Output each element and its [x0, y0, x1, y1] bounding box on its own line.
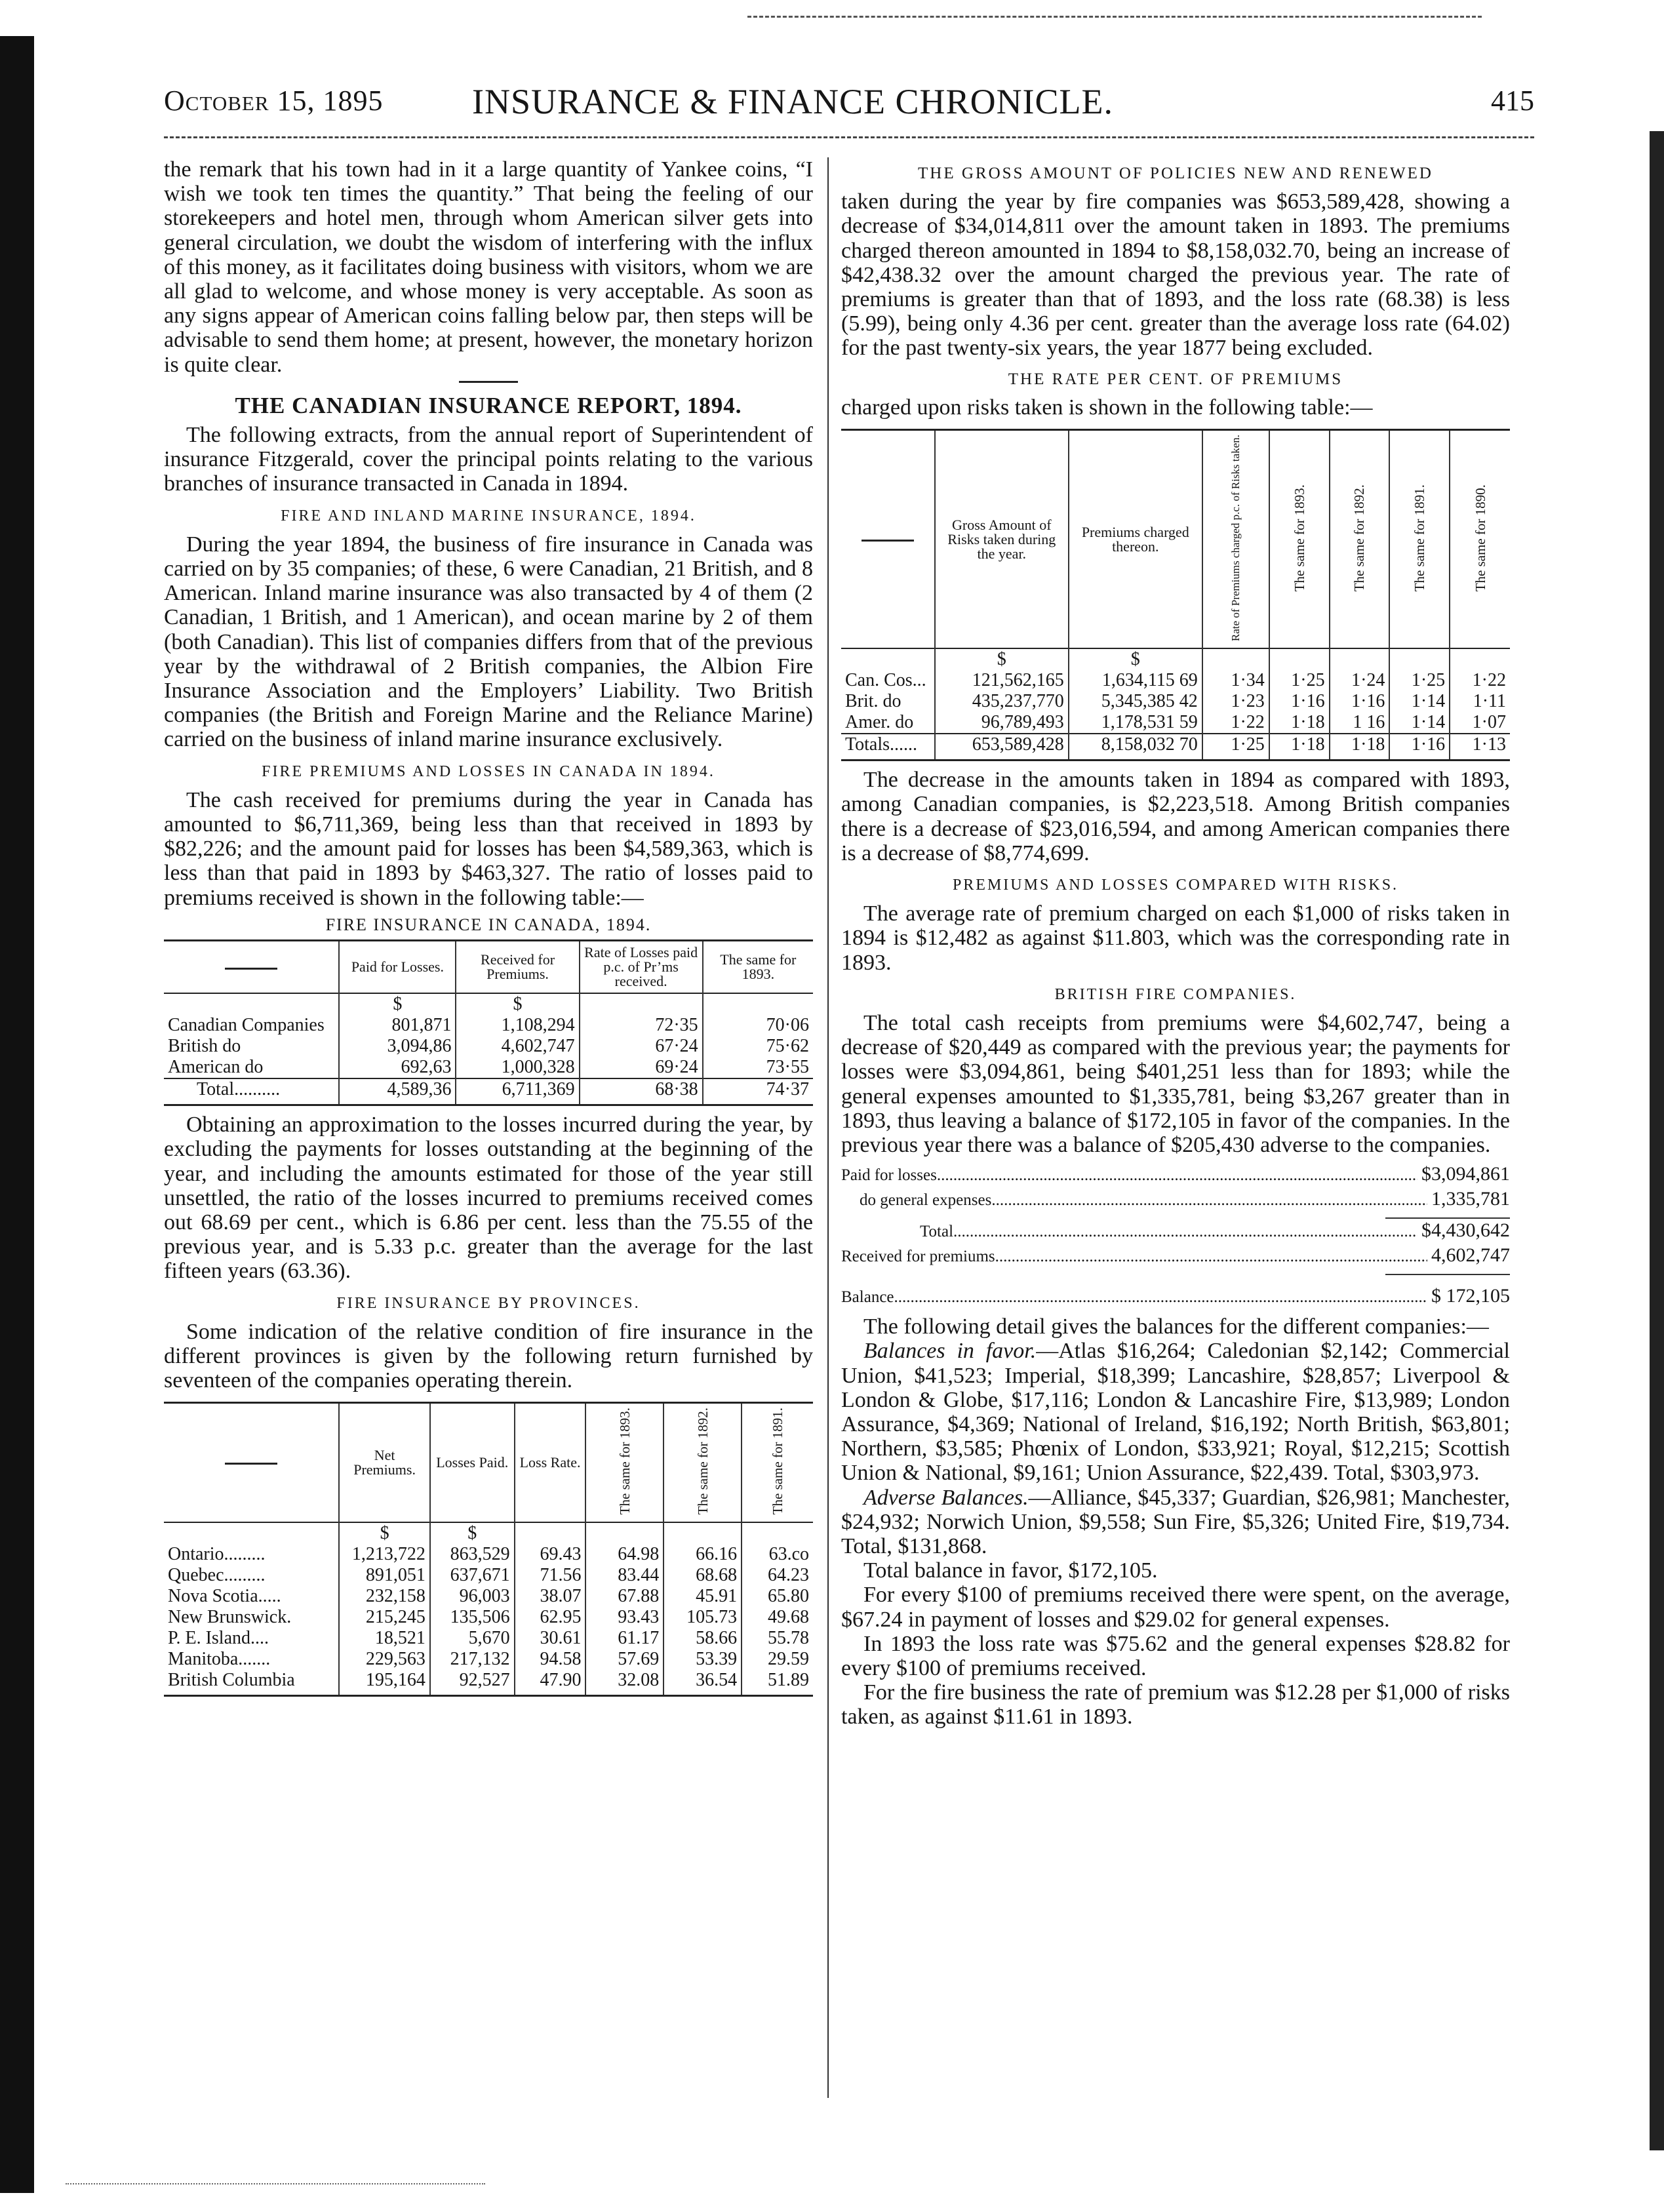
table-cell: 68.68: [664, 1565, 742, 1586]
ledger-amount: 1,335,781: [1431, 1188, 1510, 1210]
table-cell: 93.43: [585, 1607, 664, 1628]
rate-per-cent-paragraph: charged upon risks taken is shown in the following table:—: [841, 395, 1373, 420]
table-cell: 38.07: [515, 1586, 586, 1607]
gross-amount-paragraph: taken during the year by fire companies was $653,589,428, showing a decrease of $34,014,811 over the amount taken in 1893. The premiums charged thereon amounted in 1894 to $8,158,032.70, being an increase of $42,438.32 over the amount charged the previous year. The rate of premiums is greater than that of 1893, and the loss rate (68.38) is less (5.99), being only 4.36 per cent. greater than the average loss rate (64.02) for the past twenty-six years, the year 1877 being excluded.: [841, 189, 1510, 361]
table-unit-row: [841, 648, 1510, 670]
loss-rate-1893-paragraph: In 1893 the loss rate was $75.62 and the general expenses $28.82 for every $100 of premiums received.: [841, 1631, 1510, 1680]
table-cell: 1,634,115 69: [1069, 670, 1202, 691]
table-cell: 692,63: [339, 1057, 456, 1078]
table-cell: 63.co: [742, 1544, 813, 1565]
table-cell: 92,527: [430, 1670, 515, 1696]
table-cell: 1·11: [1450, 691, 1510, 712]
table-cell: 55.78: [742, 1628, 813, 1649]
intro-paragraph: The following extracts, from the annual report of Superintendent of insurance Fitzgerald, cover the principal points relating to the various branches of insurance transacted in Canada in 1894.: [164, 423, 813, 496]
table-cell: 30.61: [515, 1628, 586, 1649]
table-cell: 64.23: [742, 1565, 813, 1586]
table-header-cell: Received for Premiums.: [456, 941, 579, 994]
table-unit-row: [164, 1522, 813, 1544]
table-cell: 653,589,428: [935, 734, 1069, 760]
table-row: [164, 1586, 813, 1607]
business-paragraph: During the year 1894, the business of fire insurance in Canada was carried on by 35 companies; of these, 6 were Canadian, 21 British, and 8 American. Inland marine insurance was also transacted by 4 of them (2 Canadian, 1 British, and 1 American), and ocean marine by 2 of them (both Canadian). This list of companies differs from that of the previous year by the withdrawal of 2 British companies, the Albion Fire Insurance Association and the Employers’ Liability. Two British companies (the British and Foreign Marine and the Reliance Marine) carried on the business of inland marine insurance exclusively.: [164, 532, 813, 752]
table-unit: $: [430, 1522, 515, 1544]
ledger-label: Paid for losses: [841, 1166, 937, 1185]
table-cell: Brit. do: [845, 691, 901, 712]
table-cell: 1·23: [1202, 691, 1269, 712]
approximation-paragraph: Obtaining an approximation to the losses incurred during the year, by excluding the payments for losses outstanding at the beginning of the year, and including the amounts estimated for those of the year still unsettled, the ratio of the losses incurred to premiums received comes out 68.69 per cent., which is 6.86 per cent. less than the 75.55 of the previous year, and is 5.33 p.c. greater than the average for the last fifteen years (63.36).: [164, 1113, 813, 1284]
leader-dots: [953, 1220, 1417, 1244]
ledger-amount: 4,602,747: [1431, 1244, 1510, 1267]
table-row: [164, 1544, 813, 1565]
table-cell: 75·62: [703, 1036, 813, 1057]
total-balance-paragraph: Total balance in favor, $172,105.: [863, 1558, 1158, 1583]
column-separator: [827, 157, 829, 2098]
side-heading: Adverse Balances.: [863, 1485, 1029, 1510]
vertical-header-text: The same for 1892.: [1351, 484, 1368, 592]
table-cell: 1·25: [1389, 670, 1450, 691]
table-cell: 1,213,722: [339, 1544, 430, 1565]
paragraph-text: —Alliance, $45,337; Guardian, $26,981; Manchester, $24,932; Norwich Union, $9,558; Sun Fire, $5,326; United Fire, $19,734. Total, $131,868.: [841, 1485, 1511, 1558]
detail-paragraph: The following detail gives the balances for the different companies:—: [863, 1314, 1489, 1339]
table-cell: 215,245: [339, 1607, 430, 1628]
table-cell: Can. Cos...: [845, 670, 926, 691]
running-head: [164, 84, 1534, 136]
table-cell: American do: [168, 1057, 264, 1078]
table-row: [841, 670, 1510, 691]
table-cell: 121,562,165: [935, 670, 1069, 691]
table-cell: British do: [168, 1036, 241, 1057]
table-cell: 72·35: [580, 1015, 703, 1036]
table-cell: 49.68: [742, 1607, 813, 1628]
table-total-row: [164, 1078, 813, 1105]
table-cell: 435,237,770: [935, 691, 1069, 712]
rate-per-cent-lead: THE RATE PER CENT. OF PREMIUMS: [1008, 370, 1343, 388]
table-cell: Ontario.........: [168, 1543, 266, 1564]
dash-mark: [862, 540, 914, 542]
table-cell: 232,158: [339, 1586, 430, 1607]
table-cell: 69.43: [515, 1544, 586, 1565]
table-fire-canada-caption: FIRE INSURANCE IN CANADA, 1894.: [325, 915, 652, 934]
table-cell: 70·06: [703, 1015, 813, 1036]
table-header-cell: [1330, 430, 1390, 649]
ledger-label: Total: [920, 1223, 954, 1241]
ledger-amount: $3,094,861: [1421, 1163, 1510, 1185]
table-total-row: [841, 734, 1510, 760]
table-header-cell: The same for 1893.: [703, 941, 813, 994]
right-column: [841, 157, 1510, 1729]
leader-dots: [894, 1286, 1427, 1309]
table-header-cell: [664, 1403, 742, 1522]
table-header-cell: [164, 941, 339, 994]
table-row: [164, 1649, 813, 1670]
table-cell: 1·18: [1330, 734, 1390, 760]
table-cell: Amer. do: [845, 712, 914, 733]
fire-rate-paragraph: For the fire business the rate of premium was $12.28 per $1,000 of risks taken, as against $11.61 in 1893.: [841, 1680, 1510, 1729]
table-header-cell: [585, 1403, 664, 1522]
paragraph-text: —Atlas $16,264; Caledonian $2,142; Commercial Union, $41,523; Imperial, $18,399; Lancashire, $28,857; Liverpool & London & Globe, $17,116; London & Lancashire Fire, $13,989; London Assurance, $4,369; National of Ireland, $16,192; North British, $63,801; Northern, $3,585; Phœnix of London, $33,921; Royal, $12,215; Scottish Union & National, $9,161; Union Assurance, $22,439. Total, $303,973.: [841, 1339, 1511, 1486]
table-cell: 1 16: [1330, 712, 1390, 734]
table-cell: 1·25: [1269, 670, 1330, 691]
table-cell: 36.54: [664, 1670, 742, 1696]
subhead-compared-with-risks: PREMIUMS AND LOSSES COMPARED WITH RISKS.: [952, 876, 1399, 894]
issue-date: October 15, 1895: [164, 85, 384, 117]
table-cell: 32.08: [585, 1670, 664, 1696]
vertical-header-text: The same for 1890.: [1472, 484, 1488, 592]
leader-dots: [991, 1189, 1427, 1212]
provinces-paragraph: Some indication of the relative condition of fire insurance in the different provinces is given by the following return furnished by seventeen of the companies operating therein.: [164, 1319, 813, 1393]
table-unit: $: [456, 993, 579, 1015]
table-cell: 45.91: [664, 1586, 742, 1607]
table-provinces: [164, 1402, 813, 1696]
table-cell: 58.66: [664, 1628, 742, 1649]
section-rule: [459, 381, 518, 383]
table-header-cell: Premiums charged thereon.: [1069, 430, 1202, 649]
table-cell: 1·25: [1202, 734, 1269, 760]
ledger-label: do general expenses: [860, 1191, 992, 1210]
vertical-header-text: The same for 1892.: [694, 1408, 711, 1515]
table-cell: 69·24: [580, 1057, 703, 1078]
table-cell: 1·14: [1389, 691, 1450, 712]
table-cell: New Brunswick.: [168, 1606, 292, 1627]
ledger-row: [841, 1219, 1510, 1244]
table-cell: 1·07: [1450, 712, 1510, 734]
table-cell: 67.88: [585, 1586, 664, 1607]
table-cell: 64.98: [585, 1544, 664, 1565]
table-cell: 6,711,369: [456, 1078, 579, 1105]
table-header-cell: Rate of Losses paid p.c. of Pr’ms received.: [580, 941, 703, 994]
table-cell: 217,132: [430, 1649, 515, 1670]
table-row: [841, 712, 1510, 734]
table-cell: 229,563: [339, 1649, 430, 1670]
gross-amount-lead: THE GROSS AMOUNT OF POLICIES NEW AND RENEWED: [918, 165, 1433, 182]
table-cell: 53.39: [664, 1649, 742, 1670]
table-cell: 1·22: [1450, 670, 1510, 691]
article-title: THE CANADIAN INSURANCE REPORT, 1894.: [235, 392, 742, 418]
ledger-row: [841, 1244, 1510, 1269]
table-header-cell: [1450, 430, 1510, 649]
table-cell: 637,671: [430, 1565, 515, 1586]
table-cell: 96,789,493: [935, 712, 1069, 734]
table-cell: 83.44: [585, 1565, 664, 1586]
table-cell: 1·16: [1269, 691, 1330, 712]
header-rule: [164, 136, 1534, 138]
table-unit: $: [339, 993, 456, 1015]
table-header-cell: [164, 1403, 339, 1522]
vertical-header-text: The same for 1893.: [1291, 484, 1307, 592]
scan-edge-left: [0, 36, 34, 2193]
table-row: [164, 1015, 813, 1036]
subhead-provinces: FIRE INSURANCE BY PROVINCES.: [336, 1294, 641, 1312]
table-cell: Nova Scotia.....: [168, 1585, 281, 1606]
table-row: [164, 1565, 813, 1586]
table-cell: 8,158,032 70: [1069, 734, 1202, 760]
balance-ledger: [841, 1162, 1510, 1309]
decrease-paragraph: The decrease in the amounts taken in 1894 as compared with 1893, among Canadian companies, is $2,223,518. Among British companies there is a decrease of $23,016,594, and among American companies there is a decrease of $8,774,699.: [841, 768, 1510, 865]
vertical-header-text: Rate of Premiums charged p.c. of Risks taken.: [1229, 435, 1242, 642]
table-cell: Manitoba.......: [168, 1648, 271, 1669]
ledger-amount: $4,430,642: [1421, 1219, 1510, 1242]
leader-dots: [937, 1164, 1417, 1187]
table-cell: 51.89: [742, 1670, 813, 1696]
table-row: [164, 1628, 813, 1649]
table-fire-canada: [164, 939, 813, 1106]
table-cell: 74·37: [703, 1078, 813, 1105]
table-header-cell: [1202, 430, 1269, 649]
table-header-cell: [1269, 430, 1330, 649]
table-cell: 73·55: [703, 1057, 813, 1078]
scan-specks: [66, 2183, 485, 2184]
table-cell: 1·18: [1269, 734, 1330, 760]
table-cell: 4,589,36: [339, 1078, 456, 1105]
table-cell: 1·14: [1389, 712, 1450, 734]
table-cell: 67·24: [580, 1036, 703, 1057]
table-cell: 4,602,747: [456, 1036, 579, 1057]
vertical-header-text: The same for 1891.: [770, 1408, 786, 1515]
table-cell: 5,670: [430, 1628, 515, 1649]
dash-mark: [225, 968, 277, 970]
table-header-cell: Losses Paid.: [430, 1403, 515, 1522]
side-heading: Balances in favor.: [863, 1339, 1037, 1364]
table-header-cell: Paid for Losses.: [339, 941, 456, 994]
table-cell: 94.58: [515, 1649, 586, 1670]
table-cell: 801,871: [339, 1015, 456, 1036]
subhead-premiums-losses: FIRE PREMIUMS AND LOSSES IN CANADA IN 1894.: [262, 762, 715, 780]
ledger-amount: $ 172,105: [1431, 1285, 1510, 1307]
table-row: [164, 1670, 813, 1696]
left-column: [164, 157, 813, 1703]
ledger-label: Received for premiums: [841, 1248, 995, 1266]
table-cell: 68·38: [580, 1078, 703, 1105]
balances-in-favor-paragraph: [841, 1339, 1510, 1485]
ledger-row: [841, 1162, 1510, 1187]
scan-edge-right: [1650, 131, 1664, 2150]
vertical-header-text: The same for 1891.: [1412, 484, 1428, 592]
table-cell: Total..........: [164, 1078, 339, 1105]
table-header-cell: [1389, 430, 1450, 649]
table-cell: P. E. Island....: [168, 1627, 269, 1648]
table-cell: 195,164: [339, 1670, 430, 1696]
table-cell: 863,529: [430, 1544, 515, 1565]
table-cell: 66.16: [664, 1544, 742, 1565]
table-cell: British Columbia: [168, 1669, 295, 1690]
table-header-cell: Gross Amount of Risks taken during the year.: [935, 430, 1069, 649]
ledger-label: Balance: [841, 1288, 894, 1307]
page-number: 415: [1491, 85, 1534, 117]
table-cell: 891,051: [339, 1565, 430, 1586]
ledger-row: [841, 1284, 1510, 1309]
table-unit: $: [339, 1522, 430, 1544]
per-hundred-paragraph: For every $100 of premiums received there were spent, on the average, $67.24 in payment of losses and $29.02 for general expenses.: [841, 1583, 1510, 1632]
table-cell: 61.17: [585, 1628, 664, 1649]
table-unit: $: [935, 648, 1069, 670]
table-cell: 47.90: [515, 1670, 586, 1696]
table-cell: 1·24: [1330, 670, 1390, 691]
table-cell: 1·16: [1330, 691, 1390, 712]
table-cell: 65.80: [742, 1586, 813, 1607]
table-cell: 29.59: [742, 1649, 813, 1670]
subhead-british-companies: BRITISH FIRE COMPANIES.: [1054, 985, 1297, 1003]
table-unit-row: [164, 993, 813, 1015]
british-paragraph: The total cash receipts from premiums were $4,602,747, being a decrease of $20,449 as compared with the previous year; the payments for losses were $3,094,861, being $401,251 less than for 1893; while the general expenses amounted to $1,335,781, being $3,267 greater than in 1893, thus leaving a balance of $172,105 in favor of the companies. In the previous year there was a balance of $205,430 adverse to the companies.: [841, 1010, 1510, 1157]
cash-paragraph: The cash received for premiums during the year in Canada has amounted to $6,711,369, being less than that received in 1893 by $82,226; and the amount paid for losses has been $4,589,363, which is less than that paid in 1893 by $463,327. The ratio of losses paid to premiums received is shown in the following table:—: [164, 787, 813, 910]
table-header-cell: [742, 1403, 813, 1522]
table-row: [164, 1607, 813, 1628]
table-cell: 1,108,294: [456, 1015, 579, 1036]
publication-title: INSURANCE & FINANCE CHRONICLE.: [472, 82, 1114, 121]
table-cell: 5,345,385 42: [1069, 691, 1202, 712]
table-cell: 57.69: [585, 1649, 664, 1670]
table-cell: 1,178,531 59: [1069, 712, 1202, 734]
ledger-row: [841, 1187, 1510, 1212]
table-cell: 62.95: [515, 1607, 586, 1628]
table-cell: 1·16: [1389, 734, 1450, 760]
table-cell: 1,000,328: [456, 1057, 579, 1078]
table-cell: 135,506: [430, 1607, 515, 1628]
subhead-fire-inland: FIRE AND INLAND MARINE INSURANCE, 1894.: [281, 507, 696, 524]
adverse-balances-paragraph: [841, 1486, 1510, 1559]
table-unit: $: [1069, 648, 1202, 670]
table-cell: 1·13: [1450, 734, 1510, 760]
table-header-cell: [841, 430, 935, 649]
dash-mark: [225, 1463, 277, 1465]
table-cell: 1·34: [1202, 670, 1269, 691]
table-cell: 1·22: [1202, 712, 1269, 734]
scan-top-rule: [747, 16, 1482, 20]
continuation-paragraph: the remark that his town had in it a large quantity of Yankee coins, “I wish we took ten times the quantity.” That being the feeling of our storekeepers and hotel men, through whom American silver gets into general circulation, we doubt the wisdom of interfering with the influx of this money, as it facilitates doing business with visitors, whom we are all glad to welcome, and whose money is very acceptable. As soon as any signs appear of American coins falling below par, then steps will be advisable to send them home; at present, however, the monetary horizon is quite clear.: [164, 157, 813, 377]
table-row: [841, 691, 1510, 712]
average-rate-paragraph: The average rate of premium charged on each $1,000 of risks taken in 1894 is $12,482 as against $11.803, which was the corresponding rate in 1893.: [841, 901, 1510, 975]
table-cell: 105.73: [664, 1607, 742, 1628]
table-cell: Quebec.........: [168, 1564, 266, 1585]
vertical-header-text: The same for 1893.: [616, 1408, 633, 1515]
leader-dots: [995, 1245, 1427, 1269]
table-cell: Totals......: [841, 734, 935, 760]
table-cell: Canadian Companies: [168, 1015, 325, 1036]
table-cell: 3,094,86: [339, 1036, 456, 1057]
table-cell: 18,521: [339, 1628, 430, 1649]
table-rate-of-premiums: [841, 429, 1510, 761]
table-row: [164, 1057, 813, 1078]
table-header-cell: Loss Rate.: [515, 1403, 586, 1522]
table-header-cell: Net Premiums.: [339, 1403, 430, 1522]
table-cell: 71.56: [515, 1565, 586, 1586]
table-row: [164, 1036, 813, 1057]
table-cell: 96,003: [430, 1586, 515, 1607]
table-cell: 1·18: [1269, 712, 1330, 734]
